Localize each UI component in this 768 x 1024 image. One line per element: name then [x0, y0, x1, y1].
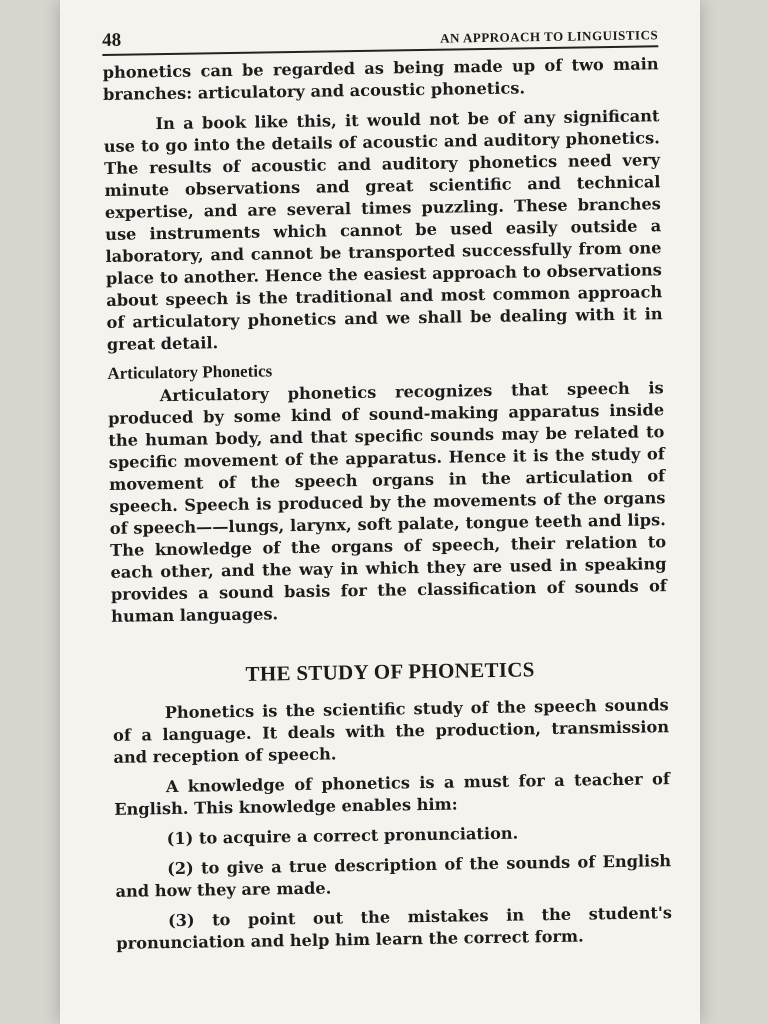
list-item-3: (3) to point out the mistakes in the student's pronunciation and help him learn the correct form. — [116, 903, 673, 953]
running-head-title: AN APPROACH TO LINGUISTICS — [440, 27, 659, 46]
paragraph-continuation: phonetics can be regarded as being made up of two main branches: articulatory and acoustic phonetics. — [102, 54, 659, 104]
list-item-1: (1) to acquire a correct pronunciation. — [166, 823, 519, 849]
page-number: 48 — [102, 29, 122, 51]
chapter-heading-study-of-phonetics: THE STUDY OF PHONETICS — [245, 657, 535, 686]
page-content — [102, 21, 673, 963]
paragraph-teacher-knowledge: A knowledge of phonetics is a must for a teacher of English. This knowledge enables him: — [114, 769, 670, 819]
running-head — [102, 21, 658, 56]
section-heading-articulatory: Articulatory Phonetics — [107, 361, 273, 383]
paragraph-phonetics-definition: Phonetics is the scientific study of the speech sounds of a language. It deals with the production, transmission and reception of speech. — [112, 695, 670, 767]
paragraph-articulatory: Articulatory phonetics recognizes that speech is produced by some kind of sound-making apparatus inside the human body, and that specific sounds may be related to specific movement of the apparatus. Hence it is the study of movement of the speech organs in the articulation of speech. Speech is produced by the movements of the organs of speech——lungs, larynx, soft palate, tongue teeth and lips. The knowledge of the organs of speech, their relation to each other, and the way in which they are used in speaking provides a sound basis for the classification of sounds of human languages. — [107, 378, 667, 626]
book-page — [60, 0, 700, 1024]
list-item-2: (2) to give a true description of the sounds of English and how they are made. — [115, 851, 672, 901]
paragraph-acoustic: In a book like this, it would not be of any significant use to go into the details of acoustic and auditory phonetics. The results of acoustic and auditory phonetics need very minute observations and great scientific and technical expertise, and are several times puzzling. These branches use instruments which cannot be used easily outside a laboratory, and cannot be transported successfully from one place to another. Hence the easiest approach to observations about speech is the traditional and most common approach of articulatory phonetics and we shall be dealing with it in great detail. — [103, 106, 663, 354]
